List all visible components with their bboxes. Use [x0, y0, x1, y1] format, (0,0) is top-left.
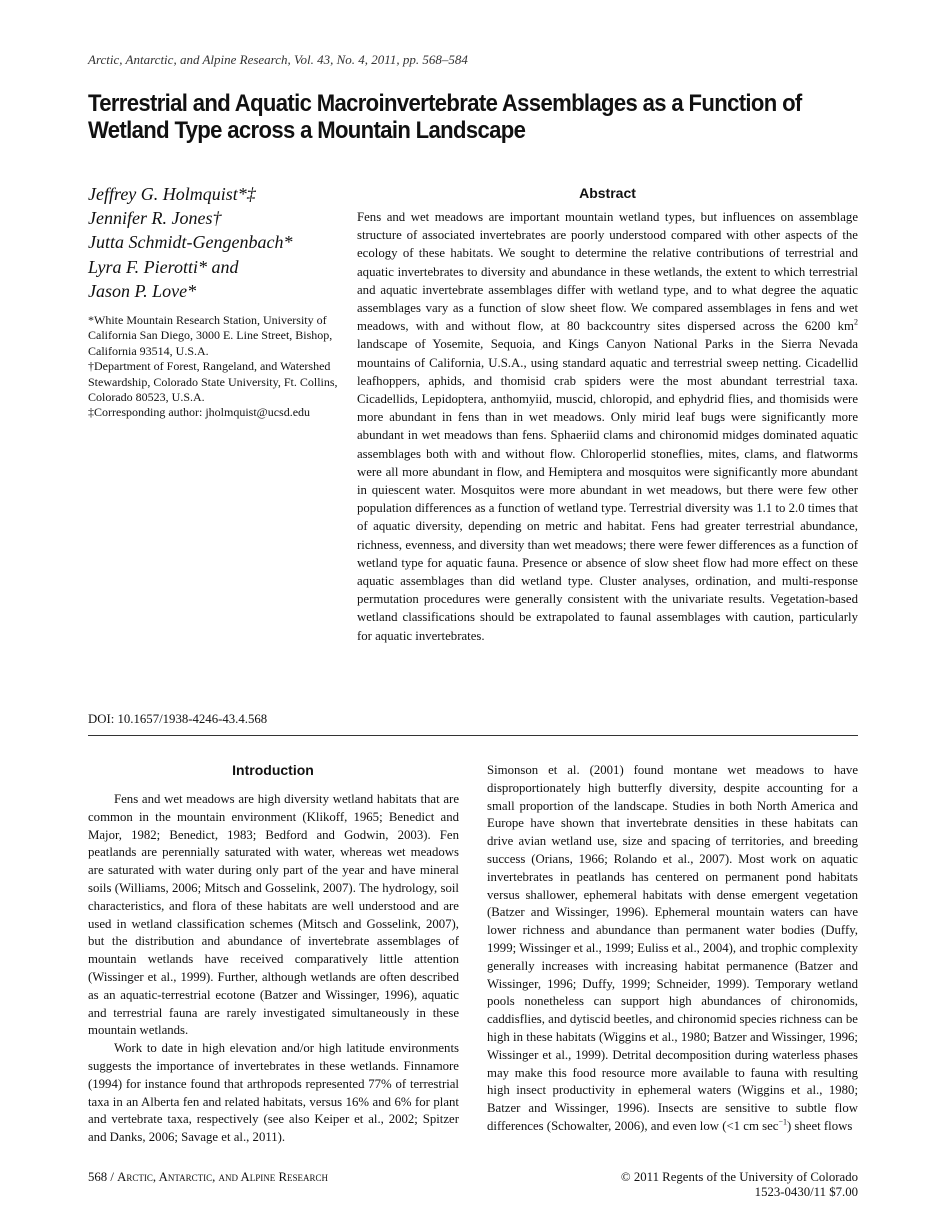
author-name: Jason P. Love*	[88, 280, 197, 301]
affiliation: *White Mountain Research Station, University of California San Diego, 3000 E. Line Street, Bishop, California 93514, U.S.A.	[88, 313, 333, 358]
introduction-heading: Introduction	[232, 762, 314, 778]
abstract-heading: Abstract	[579, 185, 636, 201]
paragraph	[487, 762, 858, 1136]
journal-citation-header: Arctic, Antarctic, and Alpine Research, Vol. 43, No. 4, 2011, pp. 568–584	[88, 52, 468, 67]
abstract-text-part: landscape of Yosemite, Sequoia, and Kings Canyon National Parks in the Sierra Nevada mountains of California, U.S.A., using standard aquatic and terrestrial sweep netting. Cicadellid leafhoppers, aphids, and thomisid crab spiders were the most abundant terrestrial taxa. Cicadellids, Lepidoptera, anthomyiid, muscid, chloropid, and ephydrid flies, and thomisids were more abundant in fens than in wet meadows. Only mirid leaf bugs were significantly more abundant in wet meadows than fens. Sphaeriid clams and chironomid midges dominated aquatic assemblages both with and without flow. Chloroperlid stoneflies, mites, clams, and flatworms were all more abundant in flow, and Hemiptera and mosquitos were significantly more abundant in quiescent water. Mosquitos were more abundant in wet meadows, but there were few other population differences as a function of wetland type. Terrestrial diversity was 1.1 to 2.0 times that of aquatic diversity, depending on metric and habitat. Fens had greater terrestrial abundance, richness, evenness, and diversity than wet meadows; there were fewer differences as a function of wetland type for aquatic fauna. Presence or absence of slow sheet flow had more effect on these aquatic assemblages than did wetland type. Cluster analyses, ordination, and multi-response permutation procedures were generally consistent with the univariate results. Vegetation-based wetland classifications should be extrapolated to faunal assemblages with caution, particularly for aquatic invertebrates.	[357, 337, 858, 643]
doi-link[interactable]: DOI: 10.1657/1938-4246-43.4.568	[88, 712, 268, 726]
affiliation: ‡Corresponding author: jholmquist@ucsd.edu	[88, 405, 311, 420]
affiliations	[88, 313, 338, 421]
issn-line: 1523-0430/11 $7.00	[754, 1185, 858, 1199]
body-column-left	[88, 791, 459, 1147]
superscript: −1	[778, 1117, 787, 1127]
footer-copyright	[560, 1170, 858, 1200]
paragraph-text: ) sheet flows	[786, 1118, 853, 1133]
author-name: Lyra F. Pierotti* and	[88, 256, 239, 277]
author-list	[88, 182, 338, 303]
footer-page-journal	[88, 1170, 328, 1185]
author-name: Jennifer R. Jones†	[88, 208, 222, 229]
author-name: Jutta Schmidt-Gengenbach*	[88, 232, 293, 253]
journal-name: Arctic, Antarctic, and Alpine Research	[117, 1170, 328, 1184]
superscript: 2	[854, 317, 858, 327]
body-column-right	[487, 762, 858, 1136]
paragraph: Work to date in high elevation and/or high latitude environments suggests the importance of invertebrates in these wetlands. Finnamore (1994) for instance found that arthropods represented 77% of terrestrial taxa in an Alberta fen and related habitats, versus 16% and 6% for plant and vertebrate taxa, respectively (see also Keiper et al., 2002; Spitzer and Danks, 2006; Savage et al., 2011).	[88, 1041, 459, 1145]
page-number: 568 /	[88, 1170, 118, 1184]
copyright-line: © 2011 Regents of the University of Colorado	[620, 1170, 858, 1184]
article-title: Terrestrial and Aquatic Macroinvertebrate Assemblages as a Function of Wetland Type across a Mountain Landscape	[88, 90, 802, 144]
abstract-body	[357, 208, 858, 645]
author-name: Jeffrey G. Holmquist*‡	[88, 184, 256, 204]
affiliation: †Department of Forest, Rangeland, and Watershed Stewardship, Colorado State University, Ft. Collins, Colorado 80523, U.S.A.	[88, 359, 338, 405]
abstract-text-part: Fens and wet meadows are important mountain wetland types, but influences on assemblage structure of associated invertebrates are poorly understood compared with other aspects of the ecology of these habitats. We sought to determine the relative contributions of terrestrial and aquatic invertebrates to diversity and abundance in these wetlands, the extent to which terrestrial and aquatic invertebrate assemblages differ with wetland type, and to what degree the aquatic assemblages vary as a function of slow sheet flow. We compared assemblages in fens and wet meadows, with and without flow, at 80 backcountry sites dispersed across the 6200 km	[357, 210, 858, 334]
paragraph-text: Simonson et al. (2001) found montane wet meadows to have disproportionately high butterfly diversity, despite accounting for a small proportion of the landscape. Studies in both North America and Europe have shown that invertebrate densities in these habitats can drive avian wetland use, size and spacing of territories, and breeding success (Orians, 1966; Rolando et al., 2007). Most work on aquatic invertebrates in peatlands has centered on permanent pond habitats versus shallower, ephemeral habitats with dense emergent vegetation (Batzer and Wissinger, 1996). Ephemeral mountain waters can have lower richness and abundance than permanent water bodies (Duffy, 1999; Wissinger et al., 1999; Euliss et al., 2004), and trophic complexity generally increases with increasing habitat permanence (Batzer and Wissinger, 1996; Duffy, 1999; Schneider, 1999). Temporary wetland pools nonetheless can support high abundances of chironomids, caddisflies, and dytiscid beetles, and chironomid species richness can be high in these habitats (Wiggins et al., 1980; Batzer and Wissinger, 1996; Wissinger et al., 1999). Detrital decomposition during waterless phases may make this food resource more available to fauna with resulting high insect productivity in ephemeral waters (Wiggins et al., 1980; Batzer and Wissinger, 1996). Insects are sensitive to subtle flow differences (Schowalter, 2006), and even low (<1 cm sec	[487, 763, 859, 1133]
paragraph: Fens and wet meadows are high diversity wetland habitats that are common in the mountain environment (Klikoff, 1965; Benedict and Major, 1982; Benedict, 1983; Bedford and Godwin, 2003). Fen peatlands are perennially saturated with water, whereas wet meadows are saturated with water during only part of the year and have mineral soils (Williams, 2006; Mitsch and Gosselink, 2007). The hydrology, soil characteristics, and flora of these habitats are well understood and are used in wetland classification schemes (Mitsch and Gosselink, 2007), but the distribution and abundance of invertebrate assemblages of mountain wetlands have received comparatively little attention (Wissinger et al., 1999). Further, although wetlands are often described as an aquatic-terrestrial ecotone (Batzer and Wissinger, 1996), aquatic and terrestrial fauna are rarely investigated simultaneously in these mountain wetlands.	[88, 792, 459, 1038]
section-divider	[88, 735, 858, 736]
